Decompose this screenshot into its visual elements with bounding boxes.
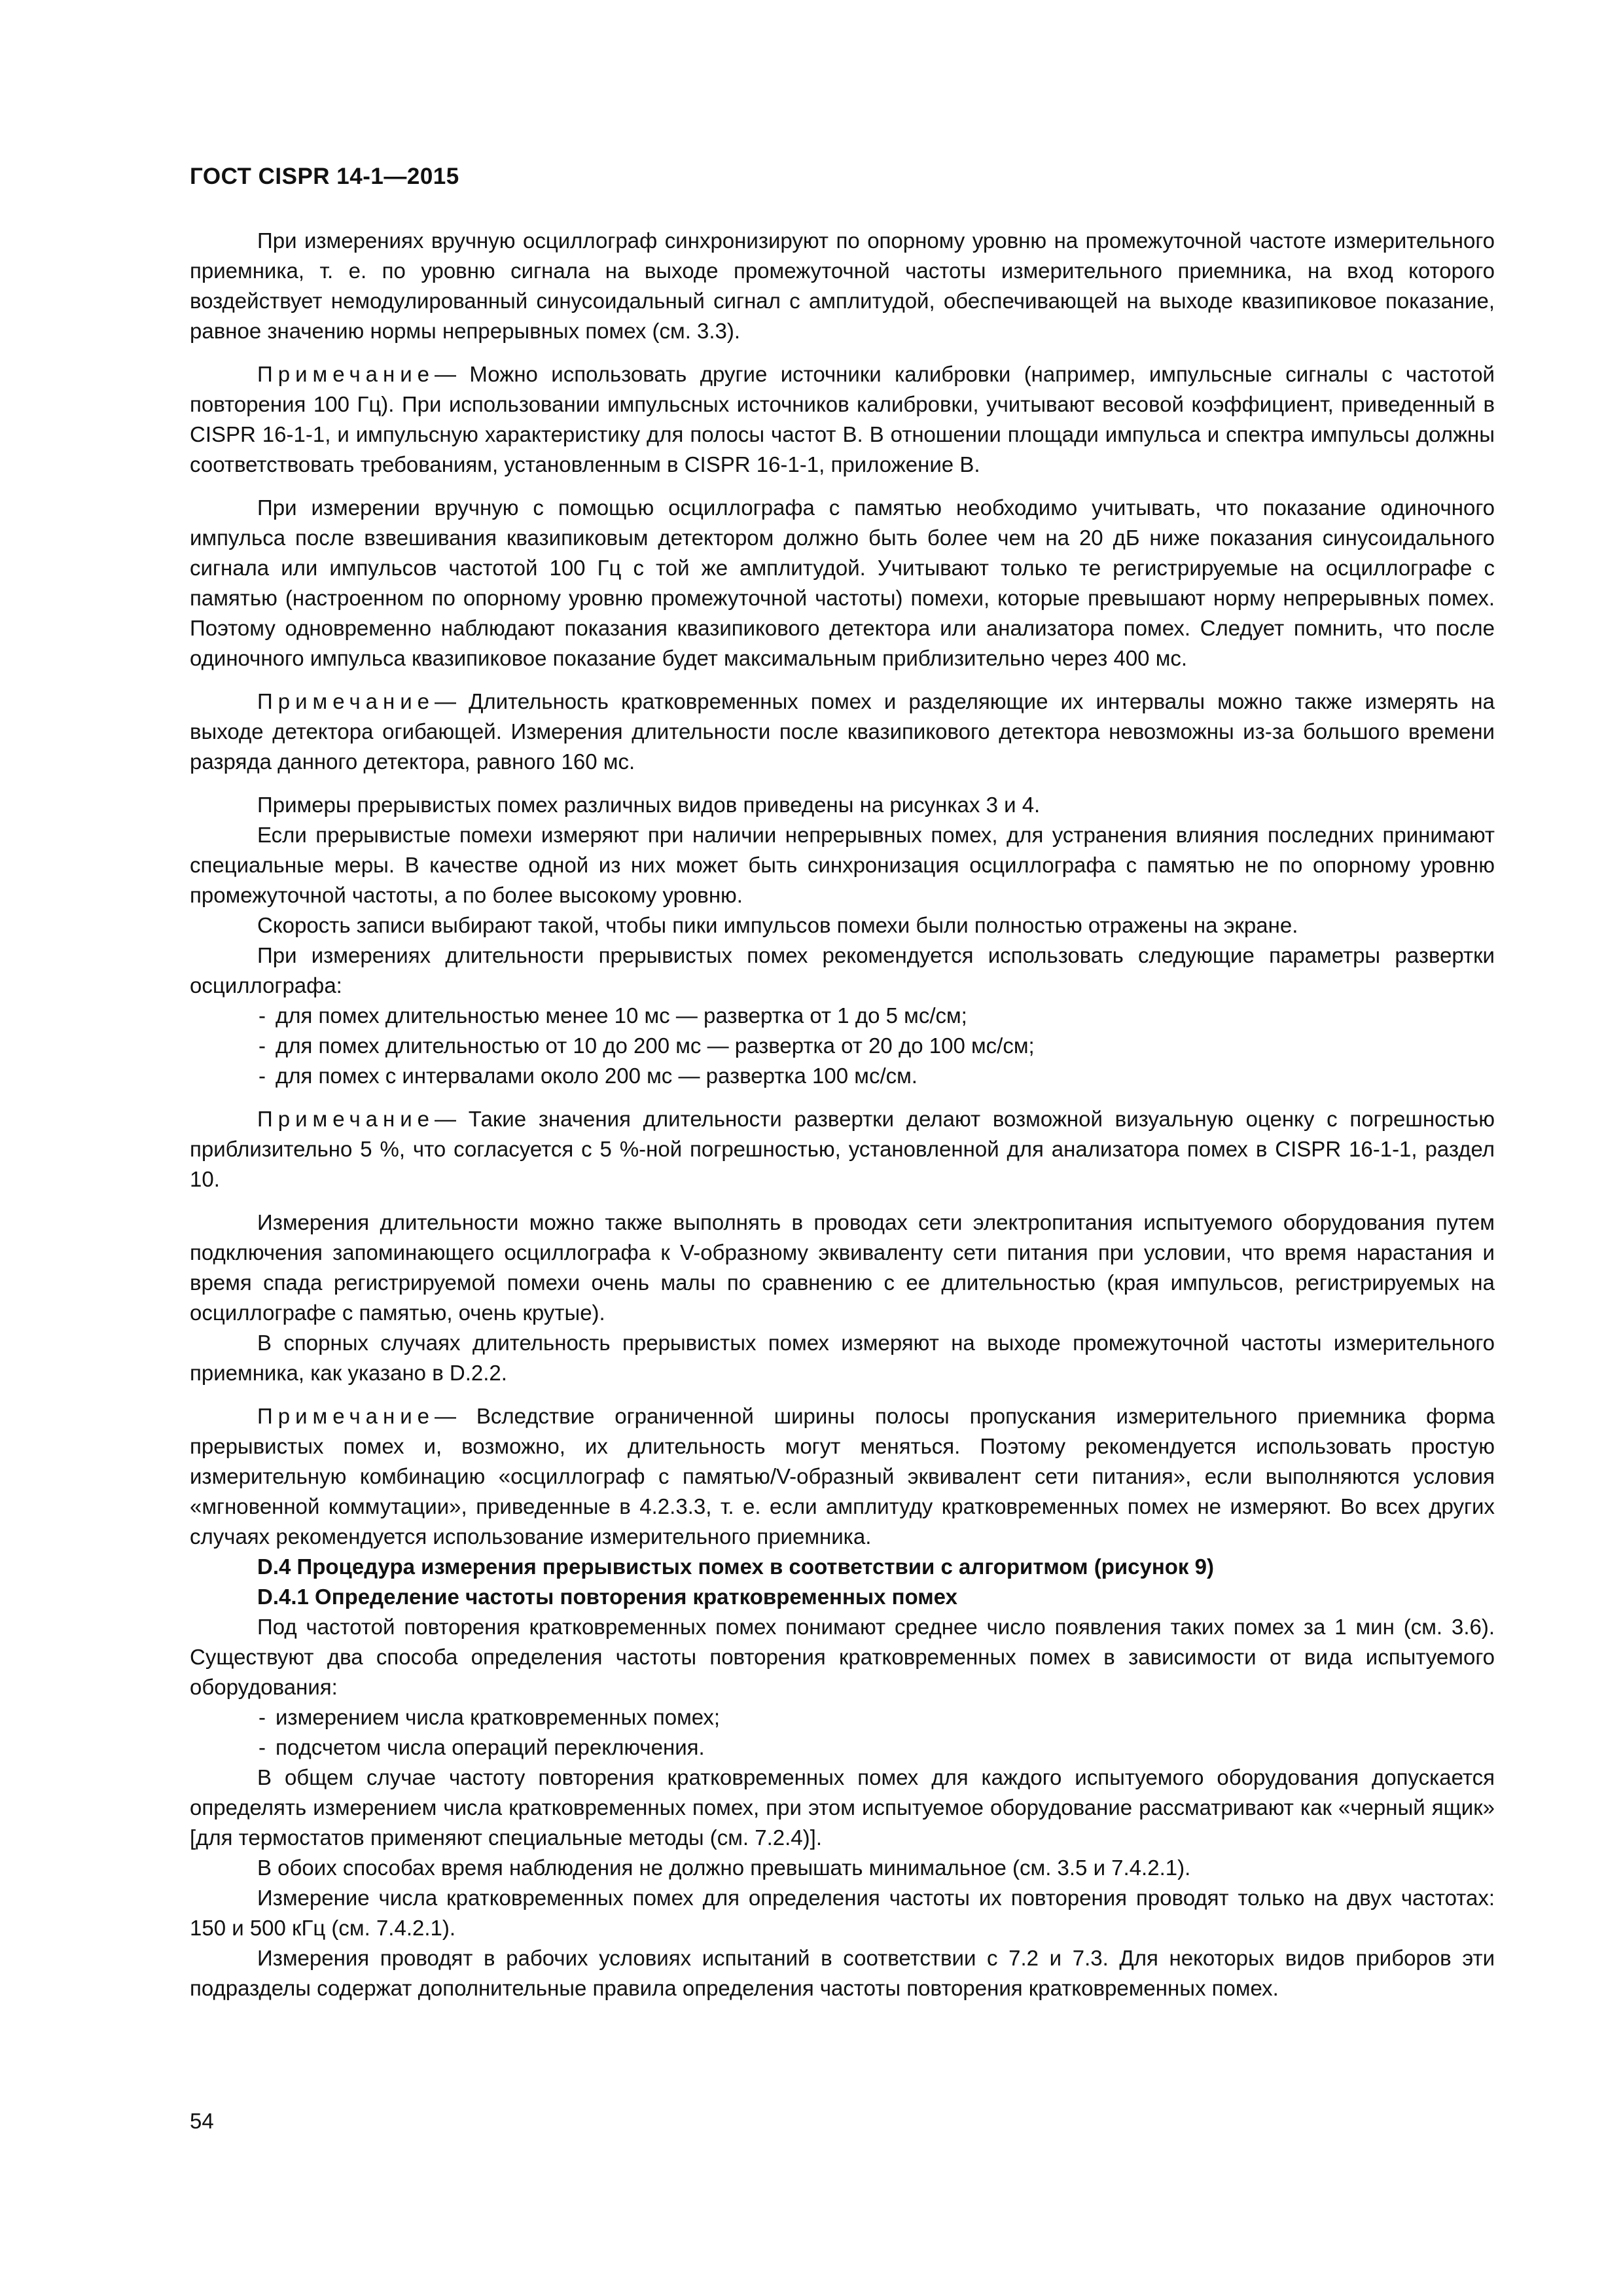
note-label: Примечание <box>257 689 435 713</box>
note <box>190 1104 1495 1194</box>
list-item <box>190 1061 1495 1091</box>
list-dash: - <box>259 1003 266 1028</box>
paragraph: В спорных случаях длительность прерывистых помех измеряют на выходе промежуточной частоты измерительного приемника, как указано в D.2.2. <box>190 1331 1495 1385</box>
list-dash: - <box>259 1064 266 1088</box>
paragraph: Измерение числа кратковременных помех для определения частоты их повторения проводят только на двух частотах: 150 и 500 кГц (см. 7.4.2.1). <box>190 1886 1495 1940</box>
list-dash: - <box>259 1705 266 1729</box>
note-label: Примечание <box>257 362 435 386</box>
paragraph: Если прерывистые помехи измеряют при наличии непрерывных помех, для устранения влияния последних принимают специальные меры. В качестве одной из них может быть синхронизация осциллографа с памятью не по опорному уровню промежуточной частоты, а по более высокому уровню. <box>190 823 1495 907</box>
note <box>190 687 1495 777</box>
list-item <box>190 1732 1495 1763</box>
document-body <box>190 226 1495 2003</box>
note-label: Примечание <box>257 1404 435 1428</box>
list-item-text: подсчетом числа операций переключения. <box>276 1735 705 1759</box>
list-item-text: для помех длительностью от 10 до 200 мс — развертка от 20 до 100 мс/см; <box>276 1033 1035 1058</box>
paragraph: Под частотой повторения кратковременных помех понимают среднее число появления таких помех за 1 мин (см. 3.6). Существуют два способа определения частоты повторения кратковременных помех в зависимости от вида испытуемого оборудования: <box>190 1615 1495 1699</box>
paragraph: Скорость записи выбирают такой, чтобы пики импульсов помехи были полностью отражены на экране. <box>257 913 1298 937</box>
note <box>190 359 1495 480</box>
note-text: — Вследствие ограниченной ширины полосы пропускания измерительного приемника форма прерывистых помех и, возможно, их длительность могут меняться. Поэтому рекомендуется использовать простую измерительную комбинацию «осциллограф с памятью/V-образный эквивалент сети питания», если выполняются условия «мгновенной коммутации», приведенные в 4.2.3.3, т. е. если амплитуду кратковременных помех не измеряют. Во всех других случаях рекомендуется использование измерительного приемника. <box>190 1404 1495 1549</box>
paragraph: При измерениях длительности прерывистых помех рекомендуется использовать следующие параметры развертки осциллографа: <box>190 943 1495 997</box>
list-item <box>190 1001 1495 1031</box>
paragraph: Примеры прерывистых помех различных видов приведены на рисунках 3 и 4. <box>257 793 1041 817</box>
paragraph: Измерения длительности можно также выполнять в проводах сети электропитания испытуемого оборудования путем подключения запоминающего осциллографа к V-образному эквиваленту сети питания при условии, что время нарастания и время спада регистрируемой помехи очень малы по сравнению с ее длительностью (края импульсов, регистрируемых на осциллографе с памятью, очень крутые). <box>190 1210 1495 1325</box>
note <box>190 1401 1495 1552</box>
paragraph: При измерениях вручную осциллограф синхронизируют по опорному уровню на промежуточной частоте измерительного приемника, т. е. по уровню сигнала на выходе промежуточной частоты измерительного приемника, на вход которого воздействует немодулированный синусоидальный сигнал с амплитудой, обеспечивающей на выходе квазипиковое показание, равное значению нормы непрерывных помех (см. 3.3). <box>190 228 1495 343</box>
list-item-text: для помех длительностью менее 10 мс — развертка от 1 до 5 мс/см; <box>276 1003 967 1028</box>
note-text: — Длительность кратковременных помех и разделяющие их интервалы можно также измерять на выходе детектора огибающей. Измерения длительности после квазипикового детектора невозможны из-за большого времени разряда данного детектора, равного 160 мс. <box>190 689 1495 774</box>
list-item <box>190 1702 1495 1732</box>
list-item-text: измерением числа кратковременных помех; <box>276 1705 721 1729</box>
list-dash: - <box>259 1033 266 1058</box>
document-header: ГОСТ CISPR 14-1—2015 <box>190 164 459 189</box>
note-text: — Такие значения длительности развертки делают возможной визуальную оценку с погрешностью приблизительно 5 %, что согласуется с 5 %-ной погрешностью, установленной для анализатора помех в CISPR 16-1-1, раздел 10. <box>190 1107 1495 1191</box>
paragraph: При измерении вручную с помощью осциллографа с памятью необходимо учитывать, что показание одиночного импульса после взвешивания квазипиковым детектором должно быть более чем на 20 дБ ниже показания синусоидального сигнала или импульсов частотой 100 Гц с той же амплитудой. Учитывают только те регистрируемые на осциллографе с памятью (настроенном по опорному уровню промежуточной частоты) помехи, которые превышают норму непрерывных помех. Поэтому одновременно наблюдают показания квазипикового детектора или анализатора помех. Следует помнить, что после одиночного импульса квазипиковое показание будет максимальным приблизительно через 400 мс. <box>190 495 1495 670</box>
list-dash: - <box>259 1735 266 1759</box>
paragraph: В общем случае частоту повторения кратковременных помех для каждого испытуемого оборудования допускается определять измерением числа кратковременных помех, при этом испытуемое оборудование рассматривают как «черный ящик» [для термостатов применяют специальные методы (см. 7.2.4)]. <box>190 1765 1495 1850</box>
paragraph: Измерения проводят в рабочих условиях испытаний в соответствии с 7.2 и 7.3. Для некоторых видов приборов эти подразделы содержат дополнительные правила определения частоты повторения кратковременных помех. <box>190 1946 1495 2000</box>
note-text: — Можно использовать другие источники калибровки (например, импульсные сигналы с частотой повторения 100 Гц). При использовании импульсных источников калибровки, учитывают весовой коэффициент, приведенный в CISPR 16-1-1, и импульсную характеристику для полосы частот B. В отношении площади импульса и спектра импульсы должны соответствовать требованиям, установленным в CISPR 16-1-1, приложение B. <box>190 362 1495 476</box>
paragraph: В обоих способах время наблюдения не должно превышать минимальное (см. 3.5 и 7.4.2.1). <box>257 1856 1191 1880</box>
note-label: Примечание <box>257 1107 435 1131</box>
list-item <box>190 1031 1495 1061</box>
page-number: 54 <box>190 2109 214 2133</box>
list-item-text: для помех с интервалами около 200 мс — развертка 100 мс/см. <box>276 1064 918 1088</box>
section-heading: D.4 Процедура измерения прерывистых помех в соответствии с алгоритмом (рисунок 9) <box>257 1554 1214 1579</box>
subsection-heading: D.4.1 Определение частоты повторения кратковременных помех <box>257 1585 957 1609</box>
